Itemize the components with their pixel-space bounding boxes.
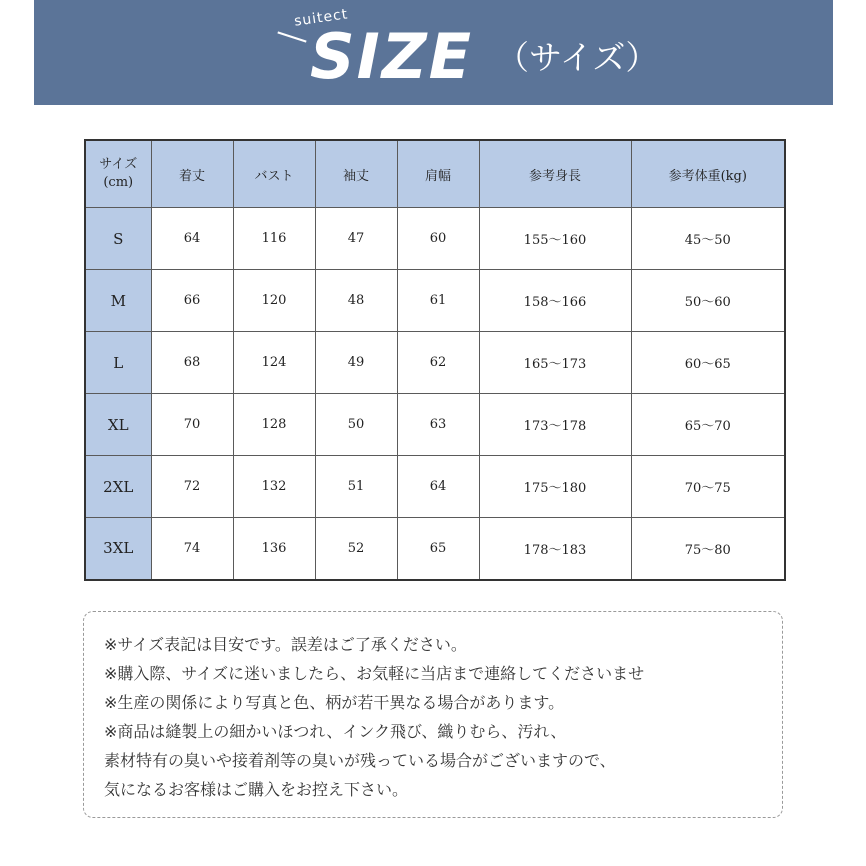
table-row (85, 394, 785, 456)
table-cell: 60～65 (631, 332, 785, 394)
row-size-label: XL (85, 394, 151, 456)
table-cell: 70～75 (631, 456, 785, 518)
table-cell: 50 (315, 394, 397, 456)
brand-name: suitect (293, 6, 350, 30)
table-cell: 158～166 (479, 270, 631, 332)
size-subtitle: （サイズ） (496, 38, 659, 77)
table-cell: 68 (151, 332, 233, 394)
row-size-label: S (85, 208, 151, 270)
size-chart-table (84, 139, 786, 581)
header-banner (34, 0, 833, 105)
table-row (85, 270, 785, 332)
table-cell: 128 (233, 394, 315, 456)
note-line: ※購入際、サイズに迷いましたら、お気軽に当店まで連絡してくださいませ (104, 664, 645, 683)
column-header: 参考体重(kg) (631, 140, 785, 208)
notes-box (83, 611, 783, 818)
note-line: 素材特有の臭いや接着剤等の臭いが残っている場合がございますので、 (104, 751, 616, 770)
table-header-row (85, 140, 785, 208)
note-line: ※サイズ表記は目安です。誤差はご了承ください。 (104, 635, 467, 654)
table-cell: 61 (397, 270, 479, 332)
table-cell: 66 (151, 270, 233, 332)
table-cell: 124 (233, 332, 315, 394)
table-cell: 64 (151, 208, 233, 270)
table-cell: 48 (315, 270, 397, 332)
table-cell: 49 (315, 332, 397, 394)
table-row (85, 518, 785, 580)
table-cell: 173～178 (479, 394, 631, 456)
table-cell: 132 (233, 456, 315, 518)
table-row (85, 208, 785, 270)
banner-content (34, 0, 833, 105)
table-cell: 65 (397, 518, 479, 580)
column-header: バスト (233, 140, 315, 208)
table-cell: 116 (233, 208, 315, 270)
corner-unit: (cm) (103, 175, 134, 190)
table-cell: 165～173 (479, 332, 631, 394)
column-header: 肩幅 (397, 140, 479, 208)
column-header: 袖丈 (315, 140, 397, 208)
table-cell: 70 (151, 394, 233, 456)
table-cell: 75～80 (631, 518, 785, 580)
table-cell: 52 (315, 518, 397, 580)
table-row (85, 456, 785, 518)
column-header: 着丈 (151, 140, 233, 208)
corner-header (85, 140, 151, 208)
table-cell: 74 (151, 518, 233, 580)
table-cell: 64 (397, 456, 479, 518)
row-size-label: 3XL (85, 518, 151, 580)
note-line: 気になるお客様はご購入をお控え下さい。 (104, 780, 409, 799)
table-cell: 175～180 (479, 456, 631, 518)
size-title: SIZE (310, 20, 474, 93)
table-cell: 155～160 (479, 208, 631, 270)
table-cell: 178～183 (479, 518, 631, 580)
row-size-label: M (85, 270, 151, 332)
table-cell: 45～50 (631, 208, 785, 270)
decorative-line (277, 31, 306, 42)
table-cell: 60 (397, 208, 479, 270)
table-cell: 136 (233, 518, 315, 580)
table-cell: 50～60 (631, 270, 785, 332)
column-header: 参考身長 (479, 140, 631, 208)
row-size-label: L (85, 332, 151, 394)
table-cell: 51 (315, 456, 397, 518)
table-cell: 47 (315, 208, 397, 270)
table-cell: 72 (151, 456, 233, 518)
table-cell: 62 (397, 332, 479, 394)
corner-label: サイズ (99, 157, 138, 172)
table-cell: 120 (233, 270, 315, 332)
note-line: ※商品は縫製上の細かいほつれ、インク飛び、織りむら、汚れ、 (104, 722, 567, 741)
table-cell: 63 (397, 394, 479, 456)
row-size-label: 2XL (85, 456, 151, 518)
table-row (85, 332, 785, 394)
note-line: ※生産の関係により写真と色、柄が若干異なる場合があります。 (104, 693, 565, 712)
table-cell: 65～70 (631, 394, 785, 456)
